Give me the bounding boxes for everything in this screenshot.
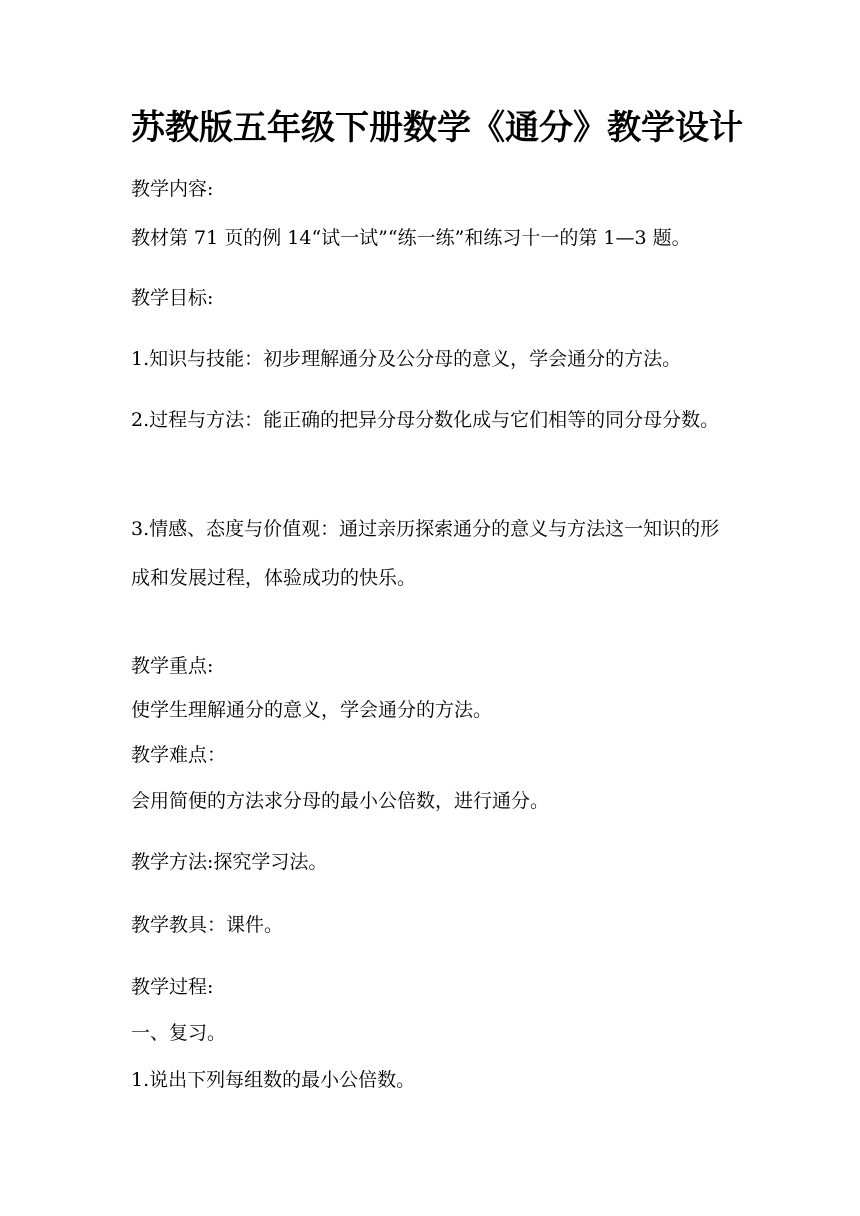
teaching-tools: 教学教具：课件。 xyxy=(131,914,284,936)
goal-2: 2.过程与方法：能正确的把异分母分数化成与它们相等的同分母分数。 xyxy=(131,409,720,431)
document-title: 苏教版五年级下册数学《通分》教学设计 xyxy=(131,108,743,148)
content-label: 教学内容: xyxy=(131,178,214,200)
content-text: 教材第 71 页的例 14“试一试”“练一练”和练习十一的第 1—3 题。 xyxy=(131,227,691,249)
section-1-heading: 一、复习。 xyxy=(131,1022,227,1044)
key-point-text: 使学生理解通分的意义，学会通分的方法。 xyxy=(131,699,493,721)
process-label: 教学过程: xyxy=(131,976,214,998)
difficulty-text: 会用简便的方法求分母的最小公倍数，进行通分。 xyxy=(131,790,550,812)
key-point-label: 教学重点: xyxy=(131,655,214,677)
teaching-method: 教学方法:探究学习法。 xyxy=(131,851,328,873)
item-1: 1.说出下列每组数的最小公倍数。 xyxy=(131,1069,416,1091)
difficulty-label: 教学难点： xyxy=(131,744,227,766)
goals-label: 教学目标: xyxy=(131,287,214,309)
goal-3: 3.情感、态度与价值观：通过亲历探索通分的意义与方法这一知识的形成和发展过程，体验成功的快乐。 xyxy=(131,518,720,589)
goal-1: 1.知识与技能：初步理解通分及公分母的意义，学会通分的方法。 xyxy=(131,348,682,370)
